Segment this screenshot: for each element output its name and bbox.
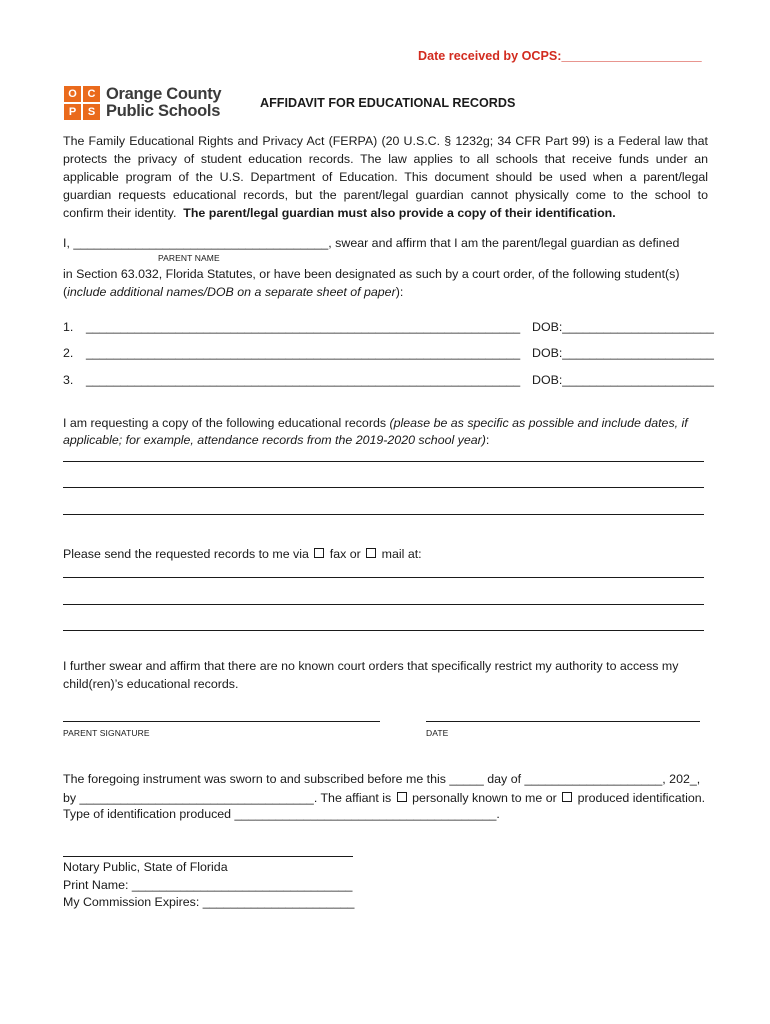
additional-names-note: include additional names/DOB on a separate sheet of paper (67, 285, 396, 299)
intro-line: protects the privacy of student education records. The law applies to all schools that receive funds under an (63, 152, 708, 166)
records-request-line-1[interactable] (63, 461, 704, 462)
paren-open: ( (63, 285, 68, 299)
parent-signature-line[interactable] (63, 721, 380, 722)
logo-name-line2: Public Schools (106, 102, 221, 120)
address-line-3[interactable] (63, 630, 704, 631)
parent-name-label: PARENT NAME (158, 253, 220, 263)
delivery-method-line (63, 547, 422, 561)
logo-letter-o: O (64, 86, 81, 102)
fax-checkbox[interactable] (314, 548, 324, 558)
identification-type-field[interactable]: Type of identification produced ______________________________________. (63, 807, 500, 821)
notary-line-1[interactable]: The foregoing instrument was sworn to and subscribed before me this _____ day of ____________________, 202_, (63, 772, 701, 786)
send-prefix: Please send the requested records to me via (63, 547, 313, 561)
ferpa-intro-paragraph (63, 132, 708, 222)
intro-line: The Family Educational Rights and Privacy Act (FERPA) (20 U.S.C. § 1232g; 34 CFR Part 99) is a Federal law that (63, 134, 708, 148)
student-dob-field[interactable]: DOB:______________________ (532, 320, 714, 334)
signature-date-line[interactable] (426, 721, 700, 722)
intro-last-plain: confirm their identity. (63, 206, 184, 220)
request-line-2 (63, 433, 489, 447)
request-text: I am requesting a copy of the following educational records (63, 416, 390, 430)
intro-last-line (63, 204, 708, 222)
parent-signature-label: PARENT SIGNATURE (63, 728, 150, 738)
notary-signature-line[interactable] (63, 856, 353, 857)
student-number: 1. (63, 320, 74, 334)
student-number: 3. (63, 373, 74, 387)
notary-public-label: Notary Public, State of Florida (63, 860, 228, 874)
student-dob-field[interactable]: DOB:______________________ (532, 373, 714, 387)
mail-label: mail at: (378, 547, 422, 561)
address-line-2[interactable] (63, 604, 704, 605)
swear-line-1: I further swear and affirm that there are no known court orders that specifically restrict my authority to access my (63, 659, 679, 673)
logo-letter-p: P (64, 104, 81, 120)
personally-known-label: personally known to me or (408, 791, 561, 805)
student-name-field[interactable]: _______________________________________________________________ (86, 373, 521, 387)
swear-line-2: child(ren)’s educational records. (63, 677, 239, 691)
address-line-1[interactable] (63, 577, 704, 578)
logo-letter-s: S (83, 104, 100, 120)
identification-notice: The parent/legal guardian must also provide a copy of their identification. (183, 206, 616, 220)
student-name-field[interactable]: _______________________________________________________________ (86, 346, 521, 360)
student-dob-field[interactable]: DOB:______________________ (532, 346, 714, 360)
intro-line: guardian requests educational records, but the parent/legal guardian cannot physically come to the school to (63, 188, 708, 202)
commission-expires-field[interactable]: My Commission Expires: ______________________ (63, 895, 355, 909)
records-request-line-2[interactable] (63, 487, 704, 488)
paren-close: ): (395, 285, 404, 299)
parent-name-line[interactable]: I, _____________________________________, swear and affirm that I am the parent/legal guardian as defined (63, 236, 680, 250)
notary-print-name-field[interactable]: Print Name: ________________________________ (63, 878, 353, 892)
produced-id-label: produced identification. (574, 791, 706, 805)
personally-known-checkbox[interactable] (397, 792, 407, 802)
oath-line-3 (63, 285, 403, 299)
mail-checkbox[interactable] (366, 548, 376, 558)
request-example: applicable; for example, attendance records from the 2019-2020 school year) (63, 433, 486, 447)
logo-name-line1: Orange County (106, 85, 222, 103)
student-number: 2. (63, 346, 74, 360)
student-name-field[interactable]: _______________________________________________________________ (86, 320, 521, 334)
produced-id-checkbox[interactable] (562, 792, 572, 802)
notary-line-2 (63, 791, 705, 805)
logo-letter-c: C (83, 86, 100, 102)
records-request-line-3[interactable] (63, 514, 704, 515)
fax-label: fax or (326, 547, 365, 561)
request-line-1 (63, 416, 688, 430)
colon: : (485, 433, 490, 447)
page-title: AFFIDAVIT FOR EDUCATIONAL RECORDS (260, 96, 516, 110)
request-instructions: (please be as specific as possible and include dates, if (389, 416, 688, 430)
oath-line-2: in Section 63.032, Florida Statutes, or have been designated as such by a court order, of the following student(s) (63, 267, 680, 281)
date-label: DATE (426, 728, 449, 738)
date-received-field[interactable]: Date received by OCPS:____________________ (418, 49, 702, 63)
affiant-name-field[interactable]: by __________________________________. The affiant is (63, 791, 395, 805)
intro-line: applicable program of the U.S. Department of Education. This document should be used when a parent/legal (63, 170, 708, 184)
